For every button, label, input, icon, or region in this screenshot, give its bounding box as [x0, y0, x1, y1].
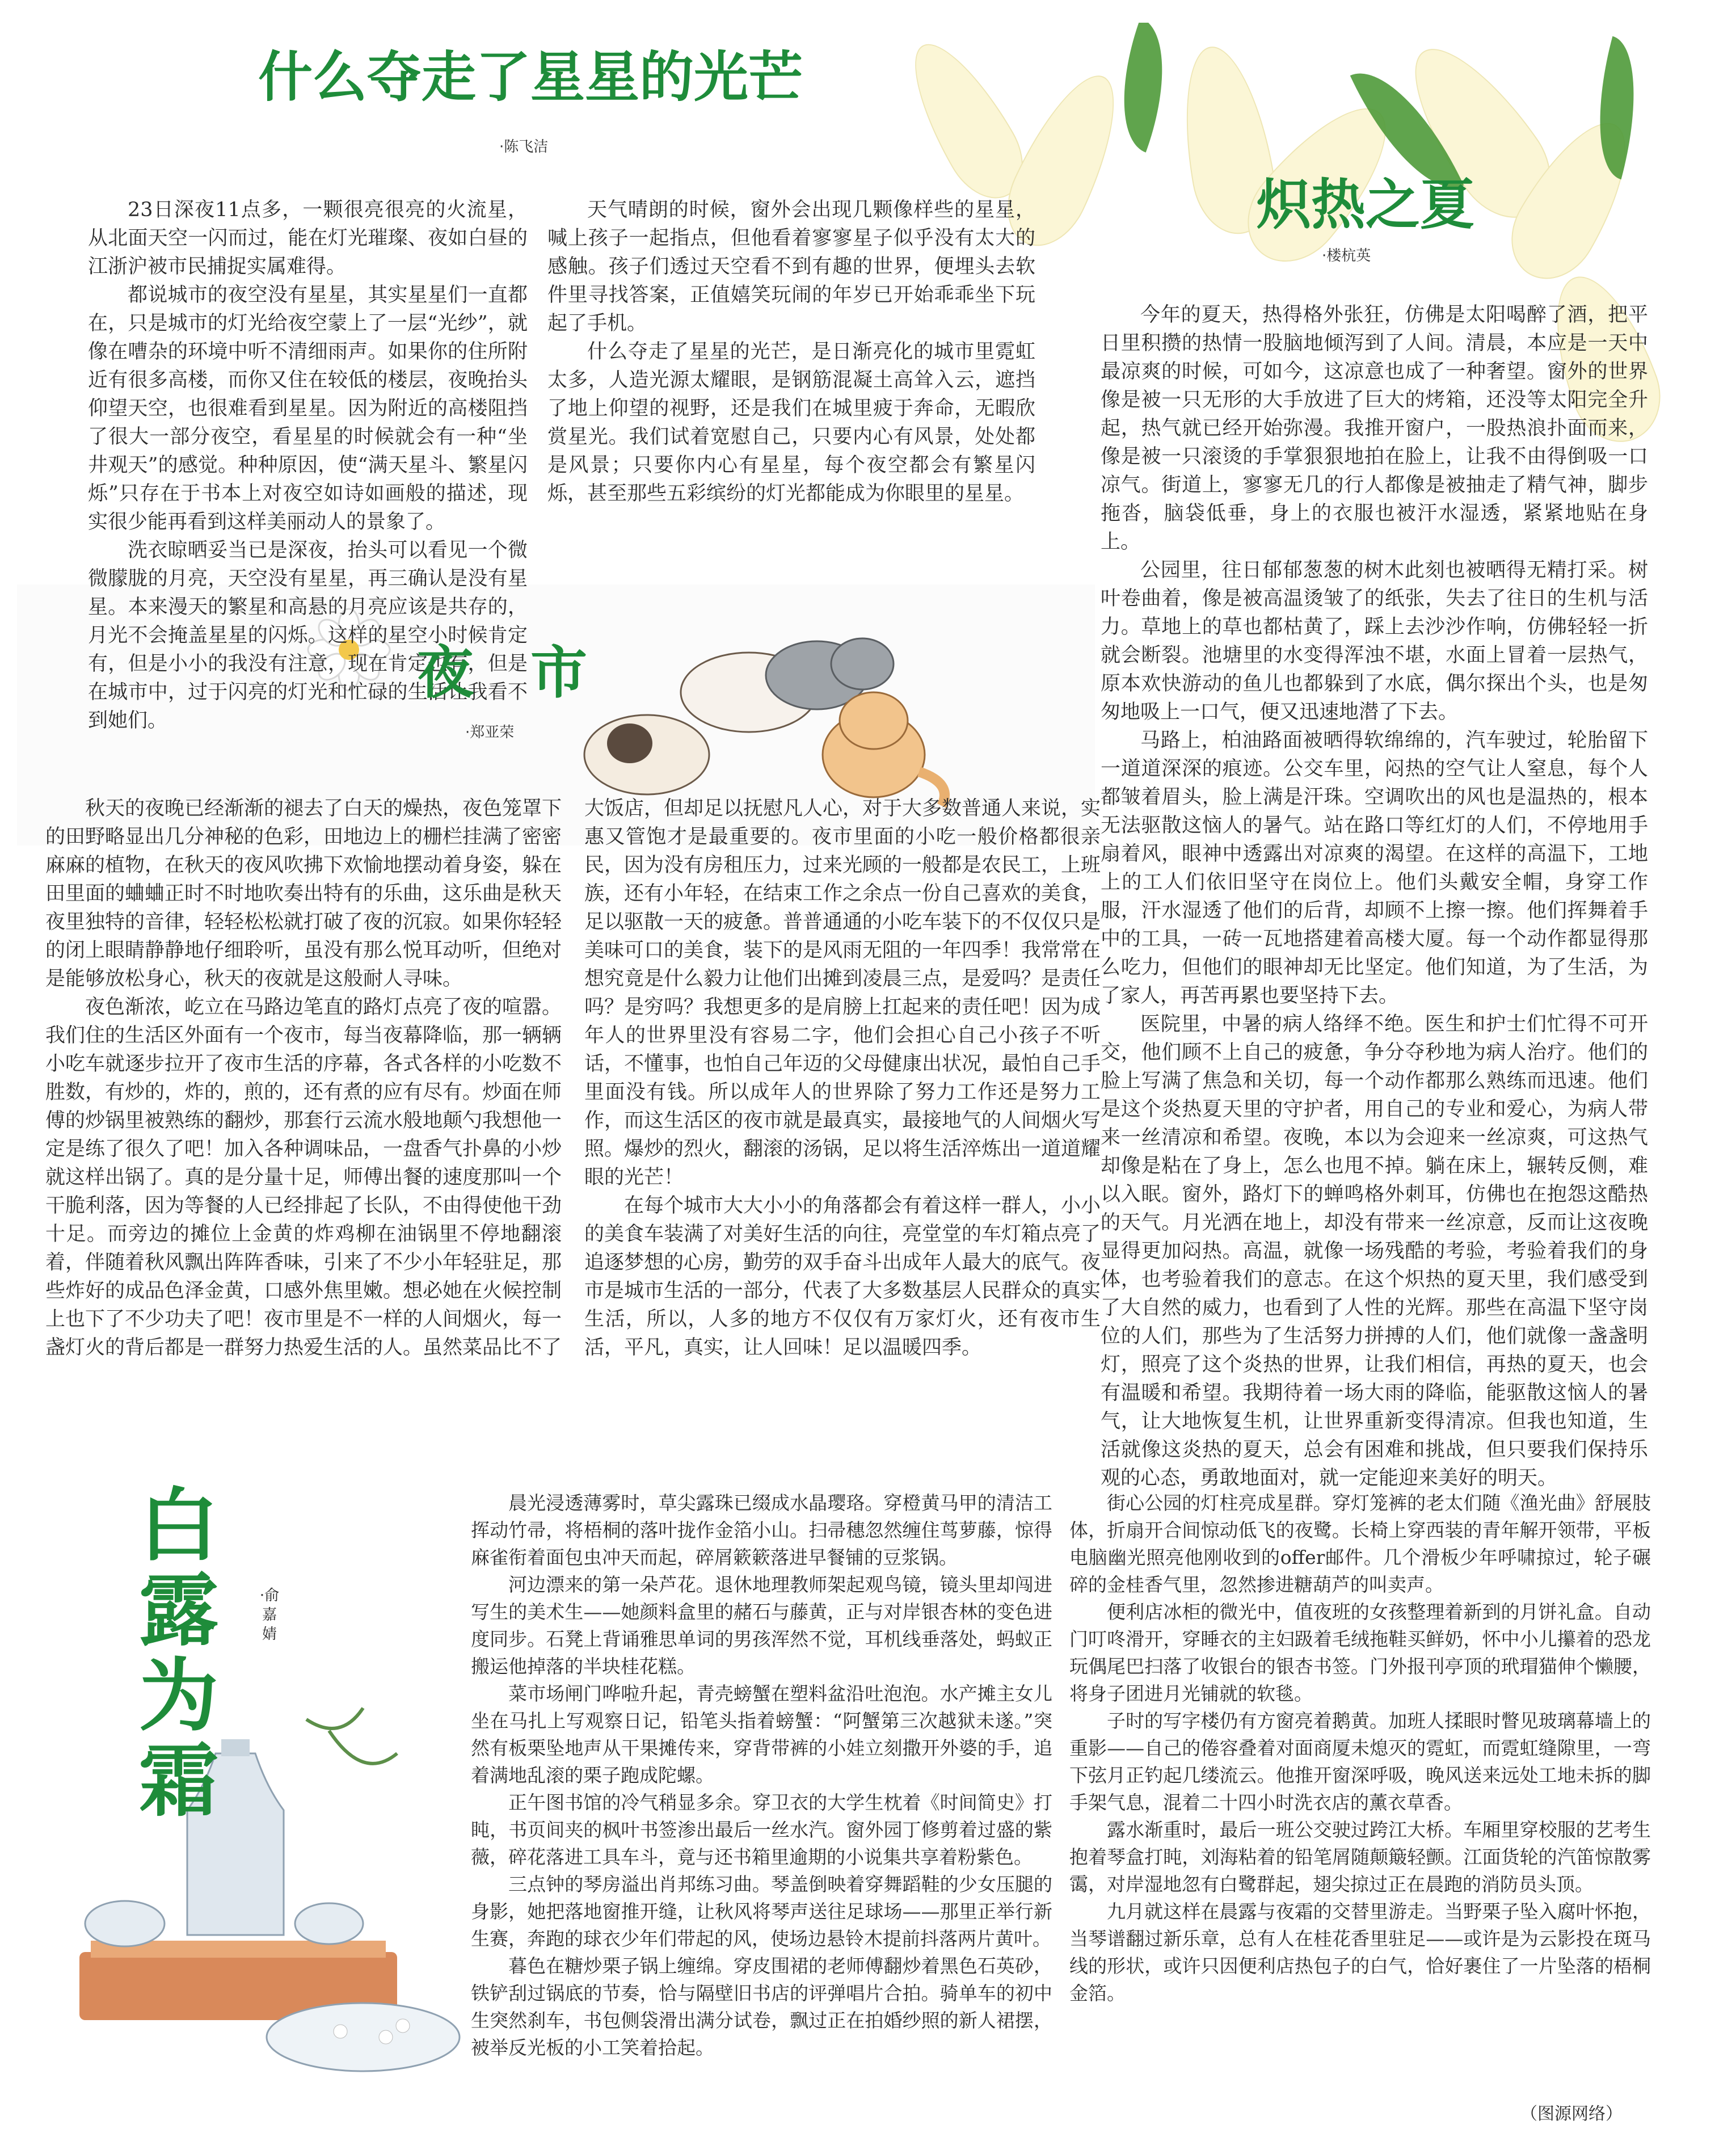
paragraph: 天气晴朗的时候，窗外会出现几颗像样些的星星，喊上孩子一起指点，但他看着寥寥星子似乎没有太大的感触。孩子们透过天空看不到有趣的世界，便埋头去软件里寻找答案，正值嬉笑玩闹的年岁已开始乖乖坐下玩起了手机。 [547, 199, 1035, 335]
article-column [1101, 301, 1648, 1492]
paragraph: 三点钟的琴房溢出肖邦练习曲。琴盖倒映着穿舞蹈鞋的少女压腿的身影，她把落地窗推开缝，让秋风将琴声送往足球场——那里正举行新生赛，奔跑的球衣少年们带起的风，使场边悬铃木提前抖落两片黄叶。 [471, 1873, 1052, 1950]
paragraph: 在每个城市大大小小的角落都会有着这样一群人，小小的美食车装满了对美好生活的向往，亮堂堂的车灯箱点亮了追逐梦想的心房，勤劳的双手奋斗出成年人最大的底气。夜市是城市生活的一部分，代表了大多数基层人民群众的真实生活，所以，人多的地方不仅仅有万家灯火，还有夜市生活，平凡，真实，让人回味！足以温暖四季。 [584, 1194, 1101, 1359]
paragraph: 暮色在糖炒栗子锅上缠绵。穿皮围裙的老师傅翻炒着黑色石英砂，铁铲刮过锅底的节奏，恰与隔壁旧书店的评弹唱片合拍。骑单车的初中生突然刹车，书包侧袋滑出满分试卷，飘过正在拍婚纱照的新人裙摆，被举反光板的小工笑着拾起。 [471, 1955, 1052, 2059]
paragraph: 露水渐重时，最后一班公交驶过跨江大桥。车厢里穿校服的艺考生抱着琴盒打盹，刘海粘着的铅笔屑随颠簸轻颤。江面货轮的汽笛惊散雾霭，对岸湿地忽有白鹭群起，翅尖掠过正在晨跑的消防员头顶。 [1069, 1819, 1651, 1895]
article-author: ·楼杭英 [1322, 247, 1371, 264]
article-column [547, 196, 1035, 508]
article-title: 夜 市 [417, 640, 587, 706]
article-author: ·陈飞洁 [499, 138, 549, 155]
article-title: 炽热之夏 [1257, 173, 1474, 237]
paragraph: 菜市场闸门哗啦升起，青壳螃蟹在塑料盆沿吐泡泡。水产摊主女儿坐在马扎上写观察日记，铅笔头指着螃蟹：“阿蟹第三次越狱未遂。”突然有板栗坠地声从干果摊传来，穿背带裤的小娃立刻撒开外婆的手，追着满地乱滚的栗子跑成陀螺。 [471, 1682, 1052, 1786]
article-author: ·俞嘉婧 [259, 1587, 280, 1643]
paragraph: 秋天的夜晚已经渐渐的褪去了白天的燥热，夜色笼罩下的田野略显出几分神秘的色彩，田地边上的栅栏挂满了密密麻麻的植物，在秋天的夜风吹拂下欢愉地摆动着身姿，躲在田里面的蛐蛐正时不时地吹奏出特有的乐曲，这乐曲是秋天夜里独特的音律，轻轻松松就打破了夜的沉寂。如果你轻轻的闭上眼睛静静地仔细聆听，虽没有那么悦耳动听，但绝对是能够放松身心，秋天的夜就是这般耐人寻味。 [45, 797, 562, 990]
image-credit: （图源网络） [1520, 2104, 1623, 2124]
paragraph: 子时的写字楼仍有方窗亮着鹅黄。加班人揉眼时瞥见玻璃幕墙上的重影——自己的倦容叠着对面商厦未熄灭的霓虹，而霓虹缝隙里，一弯下弦月正钓起几缕流云。他推开窗深呼吸，晚风送来远处工地未拆的脚手架气息，混着二十四小时洗衣店的薰衣草香。 [1069, 1710, 1651, 1814]
paragraph: 23日深夜11点多，一颗很亮很亮的火流星，从北面天空一闪而过，能在灯光璀璨、夜如白昼的江浙沪被市民捕捉实属难得。 [88, 199, 528, 278]
paragraph: 街心公园的灯柱亮成星群。穿灯笼裤的老太们随《渔光曲》舒展肢体，折扇开合间惊动低飞的夜鹭。长椅上穿西装的青年解开领带，平板电脑幽光照亮他刚收到的offer邮件。几个滑板少年呼啸掠过，轮子碾碎的金桂香气里，忽然掺进糖葫芦的叫卖声。 [1069, 1492, 1651, 1596]
paragraph: 公园里，往日郁郁葱葱的树木此刻也被晒得无精打采。树叶卷曲着，像是被高温烫皱了的纸张，失去了往日的生机与活力。草地上的草也都枯黄了，踩上去沙沙作响，仿佛轻轻一折就会断裂。池塘里的水变得浑浊不堪，水面上冒着一层热气，原本欢快游动的鱼儿也都躲到了水底，偶尔探出个头，也是匆匆地吸上一口气，便又迅速地潜了下去。 [1101, 559, 1648, 723]
paragraph: 什么夺走了星星的光芒，是日渐亮化的城市里霓虹太多，人造光源太耀眼，是钢筋混凝土高耸入云，遮挡了地上仰望的视野，还是我们在城里疲于奔命，无暇欣赏星光。我们试着宽慰自己，只要内心有风景，处处都是风景；只要你内心有星星，每个夜空都会有繁星闪烁，甚至那些五彩缤纷的灯光都能成为你眼里的星星。 [547, 340, 1035, 505]
article-title: 什么夺走了星星的光芒 [258, 45, 803, 109]
paragraph: 马路上，柏油路面被晒得软绵绵的，汽车驶过，轮胎留下一道道深深的痕迹。公交车里，闷热的空气让人窒息，每个人都皱着眉头，脸上满是汗珠。空调吹出的风也是温热的，根本无法驱散这恼人的暑气。站在路口等红灯的人们，不停地用手扇着风，眼神中透露出对凉爽的渴望。在这样的高温下，工地上的工人们依旧坚守在岗位上。他们头戴安全帽，身穿工作服，汗水湿透了他们的后背，却顾不上擦一擦。他们挥舞着手中的工具，一砖一瓦地搭建着高楼大厦。每一个动作都显得那么吃力，但他们的眼神却无比坚定。他们知道，为了生活，为了家人，再苦再累也要坚持下去。 [1101, 729, 1648, 1007]
paragraph: 医院里，中暑的病人络绎不绝。医生和护士们忙得不可开交，他们顾不上自己的疲惫，争分夺秒地为病人治疗。他们的脸上写满了焦急和关切，每一个动作都那么熟练而迅速。他们是这个炎热夏天里的守护者，用自己的专业和爱心，为病人带来一丝清凉和希望。夜晚，本以为会迎来一丝凉爽，可这热气却像是粘在了身上，怎么也甩不掉。躺在床上，辗转反侧，难以入眠。窗外，路灯下的蝉鸣格外刺耳，仿佛也在抱怨这酷热的天气。月光洒在地上，却没有带来一丝凉意，反而让这夜晚显得更加闷热。高温，就像一场残酷的考验，考验着我们的身体，也考验着我们的意志。在这个炽热的夏天里，我们感受到了大自然的威力，也看到了人性的光辉。那些在高温下坚守岗位的人们，那些为了生活努力拼搏的人们，他们就像一盏盏明灯，照亮了这个炎热的世界，让我们相信，再热的夏天，也会有温暖和希望。我期待着一场大雨的降临，能驱散这恼人的暑气，让大地恢复生机，让世界重新变得清凉。但我也知道，生活就像这炎热的夏天，总会有困难和挑战，但只要我们保持乐观的心态，勇敢地面对，就一定能迎来美好的明天。 [1101, 1013, 1648, 1490]
paragraph: 夜色渐浓，屹立在马路边笔直的路灯点亮了夜的喧嚣。我们住的生活区外面有一个夜市，每当夜幕降临，那一辆辆小吃车就逐步拉开了夜市生活的序幕，各式各样的小吃数不胜数，有炒的，炸的，煎的，还有煮的应有尽有。炒面在师傅的炒锅里被熟练的翻炒，那套行云流水般地颠勺我想他一定是练了很久了吧！加入各种调味品，一盘香气扑鼻的小炒就这样出锅了。真的是分量十足，师傅出餐的速度那叫一个干脆利落，因为等餐的人已经排起了长队，不由得使他干劲十足。而旁边的摊位上金黄的炸鸡柳在油锅里不停地翻滚着，伴随着秋风飘出阵阵香味，引来了不少小年轻驻足，那些炸好的成品色泽金黄，口感外焦里嫩。想必她在火候控制上也下了不少功夫了吧！夜市里是不一样的人间烟火，每一盏灯火的背后都是一群努力热爱生活的人。虽然菜品比不了大饭店，但却足以抚慰凡人心，对于大多数普通人来说，实惠又管饱才是最重要的。夜市里面的小吃一般价格都很亲民，因为没有房租压力，过来光顾的一般都是农民工，上班族，还有小年轻，在结束工作之余点一份自己喜欢的美食，足以驱散一天的疲惫。普普通通的小吃车装下的不仅仅只是美味可口的美食，装下的是风雨无阻的一年四季！我常常在想究竟是什么毅力让他们出摊到凌晨三点，是爱吗？是责任吗？是穷吗？我想更多的是肩膀上扛起来的责任吧！因为成年人的世界里没有容易二字，他们会担心自己小孩子不听话，不懂事，也怕自己年迈的父母健康出状况，最怕自己手里面没有钱。所以成年人的世界除了努力工作还是努力工作，而这生活区的夜市就是最真实，最接地气的人间烟火写照。爆炒的烈火，翻滚的汤锅，足以将生活淬炼出一道道耀眼的光芒！ [45, 797, 1101, 1359]
paragraph: 便利店冰柜的微光中，值夜班的女孩整理着新到的月饼礼盒。自动门叮咚滑开，穿睡衣的主妇趿着毛绒拖鞋买鲜奶，怀中小儿攥着的恐龙玩偶尾巴扫落了收银台的银杏书签。门外报刊亭顶的玳瑁猫伸个懒腰，将身子团进月光铺就的软毯。 [1069, 1601, 1651, 1705]
paragraph: 河边漂来的第一朵芦花。退休地理教师架起观鸟镜，镜头里却闯进写生的美术生——她颜料盒里的赭石与藤黄，正与对岸银杏林的变色进度同步。石凳上背诵雅思单词的男孩浑然不觉，耳机线垂落处，蚂蚁正搬运他掉落的半块桂花糕。 [471, 1574, 1052, 1677]
paragraph: 都说城市的夜空没有星星，其实星星们一直都在，只是城市的灯光给夜空蒙上了一层“光纱”，就像在嘈杂的环境中听不清细雨声。如果你的住所附近有很多高楼，而你又住在较低的楼层，夜晚抬头仰望天空，也很难看到星星。因为附近的高楼阻挡了很大一部分夜空，看星星的时候就会有一种“坐井观天”的感觉。种种原因，使“满天星斗、繁星闪烁”只存在于书本上对夜空如诗如画般的描述，现实很少能再看到这样美丽动人的景象了。 [88, 284, 528, 533]
white-dew-illustration [45, 1685, 488, 2094]
article-title: 白露为霜 [138, 1480, 218, 1828]
paragraph: 九月就这样在晨露与夜霜的交替里游走。当野栗子坠入腐叶怀抱，当琴谱翻过新乐章，总有人在桂花香里驻足——或许是为云影投在斑马线的形状，或许只因便利店热包子的白气，恰好裹住了一片坠落的梧桐金箔。 [1069, 1900, 1651, 2004]
paragraph: 正午图书馆的冷气稍显多余。穿卫衣的大学生枕着《时间简史》打盹，书页间夹的枫叶书签渗出最后一丝水汽。窗外园丁修剪着过盛的紫薇，碎花落进工具车斗，竟与还书箱里逾期的小说集共享着粉紫色。 [471, 1791, 1052, 1868]
cats-illustration [579, 613, 964, 817]
article-column [45, 794, 1101, 1362]
paragraph: 洗衣晾晒妥当已是深夜，抬头可以看见一个微微朦胧的月亮，天空没有星星，再三确认是没有星星。本来漫天的繁星和高悬的月亮应该是共存的，月光不会掩盖星星的闪烁。这样的星空小时候肯定有，但是小小的我没有注意，现在肯定也有，但是在城市中，过于闪亮的灯光和忙碌的生活让我看不到她们。 [88, 539, 528, 732]
paragraph: 今年的夏天，热得格外张狂，仿佛是太阳喝醉了酒，把平日里积攒的热情一股脑地倾泻到了人间。清晨，本应是一天中最凉爽的时候，可如今，这凉意也成了一种奢望。窗外的世界像是被一只无形的大手放进了巨大的烤箱，还没等太阳完全升起，热气就已经开始弥漫。我推开窗户，一股热浪扑面而来，像是被一只滚烫的手掌狠狠地拍在脸上，让我不由得倒吸一口凉气。街道上，寥寥无几的行人都像是被抽走了精气神，脚步拖沓，脑袋低垂，身上的衣服也被汗水湿透，紧紧地贴在身上。 [1101, 304, 1648, 553]
paragraph: 晨光浸透薄雾时，草尖露珠已缀成水晶璎珞。穿橙黄马甲的清洁工挥动竹帚，将梧桐的落叶拢作金箔小山。扫帚穗忽然缠住茑萝藤，惊得麻雀衔着面包虫冲天而起，碎屑簌簌落进早餐铺的豆浆锅。 [471, 1492, 1052, 1568]
article-author: ·郑亚荣 [465, 724, 515, 741]
article-column [471, 1490, 1651, 2062]
